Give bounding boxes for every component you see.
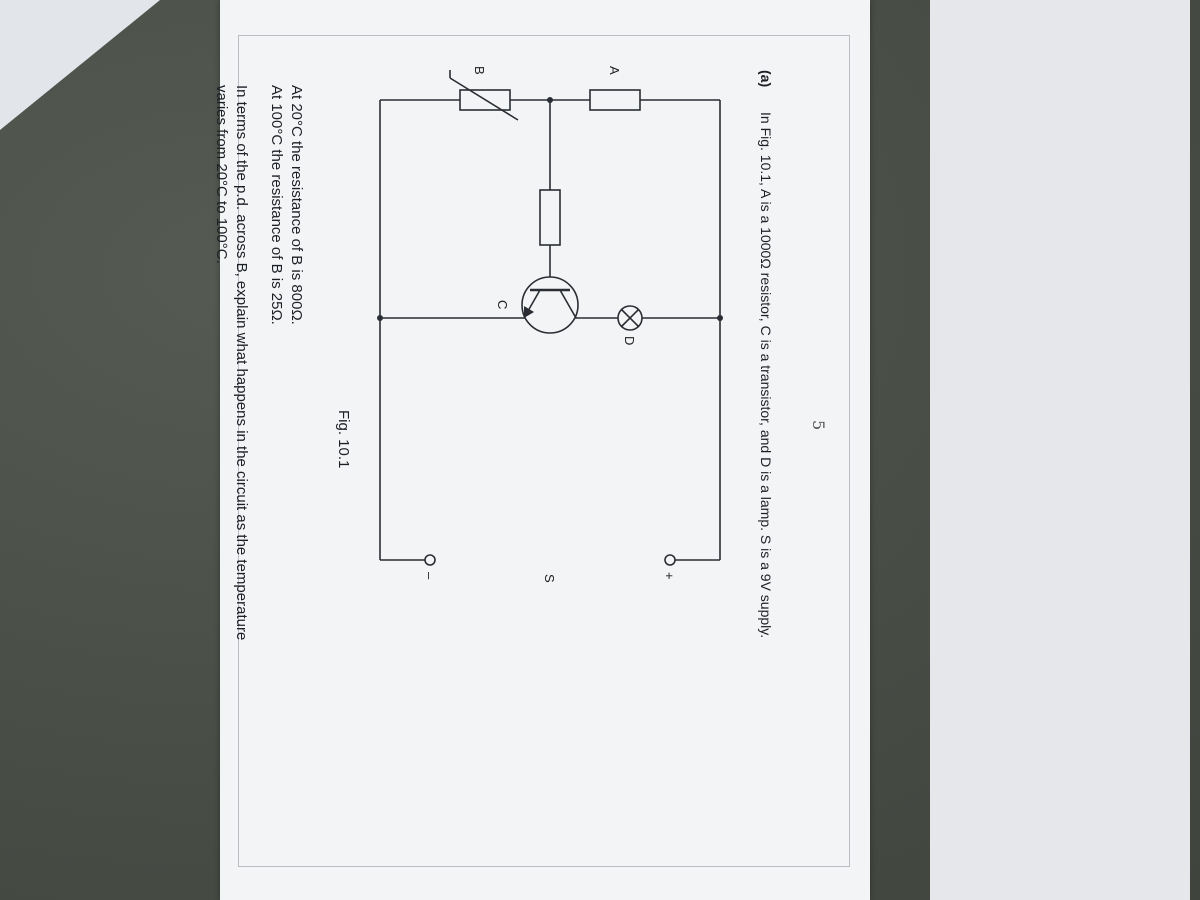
- transistor-c-circle: [522, 277, 578, 333]
- label-plus: +: [662, 572, 677, 580]
- junction-node: [717, 315, 723, 321]
- junction-node: [377, 315, 383, 321]
- supply-plus-terminal: [665, 555, 675, 565]
- supply-minus-terminal: [425, 555, 435, 565]
- label-c: C: [495, 300, 510, 310]
- circuit-diagram: [330, 60, 750, 680]
- label-minus: –: [422, 572, 437, 580]
- exam-page: [213, 0, 870, 900]
- underlying-sheet: [930, 0, 1190, 900]
- question-part: (a): [758, 70, 774, 88]
- condition-line: At 20°C the resistance of B is 800Ω.: [288, 85, 305, 325]
- base-resistor-symbol: [540, 190, 560, 245]
- label-b: B: [472, 66, 487, 75]
- page-number: 5: [809, 420, 828, 431]
- junction-node: [547, 97, 553, 103]
- resistor-a-symbol: [590, 90, 640, 110]
- task-text: In terms of the p.d. across B, explain what happens in the circuit as the temperature: [233, 85, 250, 641]
- label-d: D: [622, 336, 637, 346]
- condition-line: At 100°C the resistance of B is 25Ω.: [268, 85, 285, 325]
- figure-caption: Fig. 10.1: [335, 410, 352, 469]
- label-s: S: [542, 574, 557, 583]
- task-text: varies from 20°C to 100°C.: [213, 85, 230, 264]
- emitter-wire: [380, 290, 540, 318]
- question-intro: In Fig. 10.1, A is a 1000Ω resistor, C is a transistor, and D is a lamp. S is a 9V supply.: [758, 112, 774, 639]
- label-a: A: [607, 66, 622, 75]
